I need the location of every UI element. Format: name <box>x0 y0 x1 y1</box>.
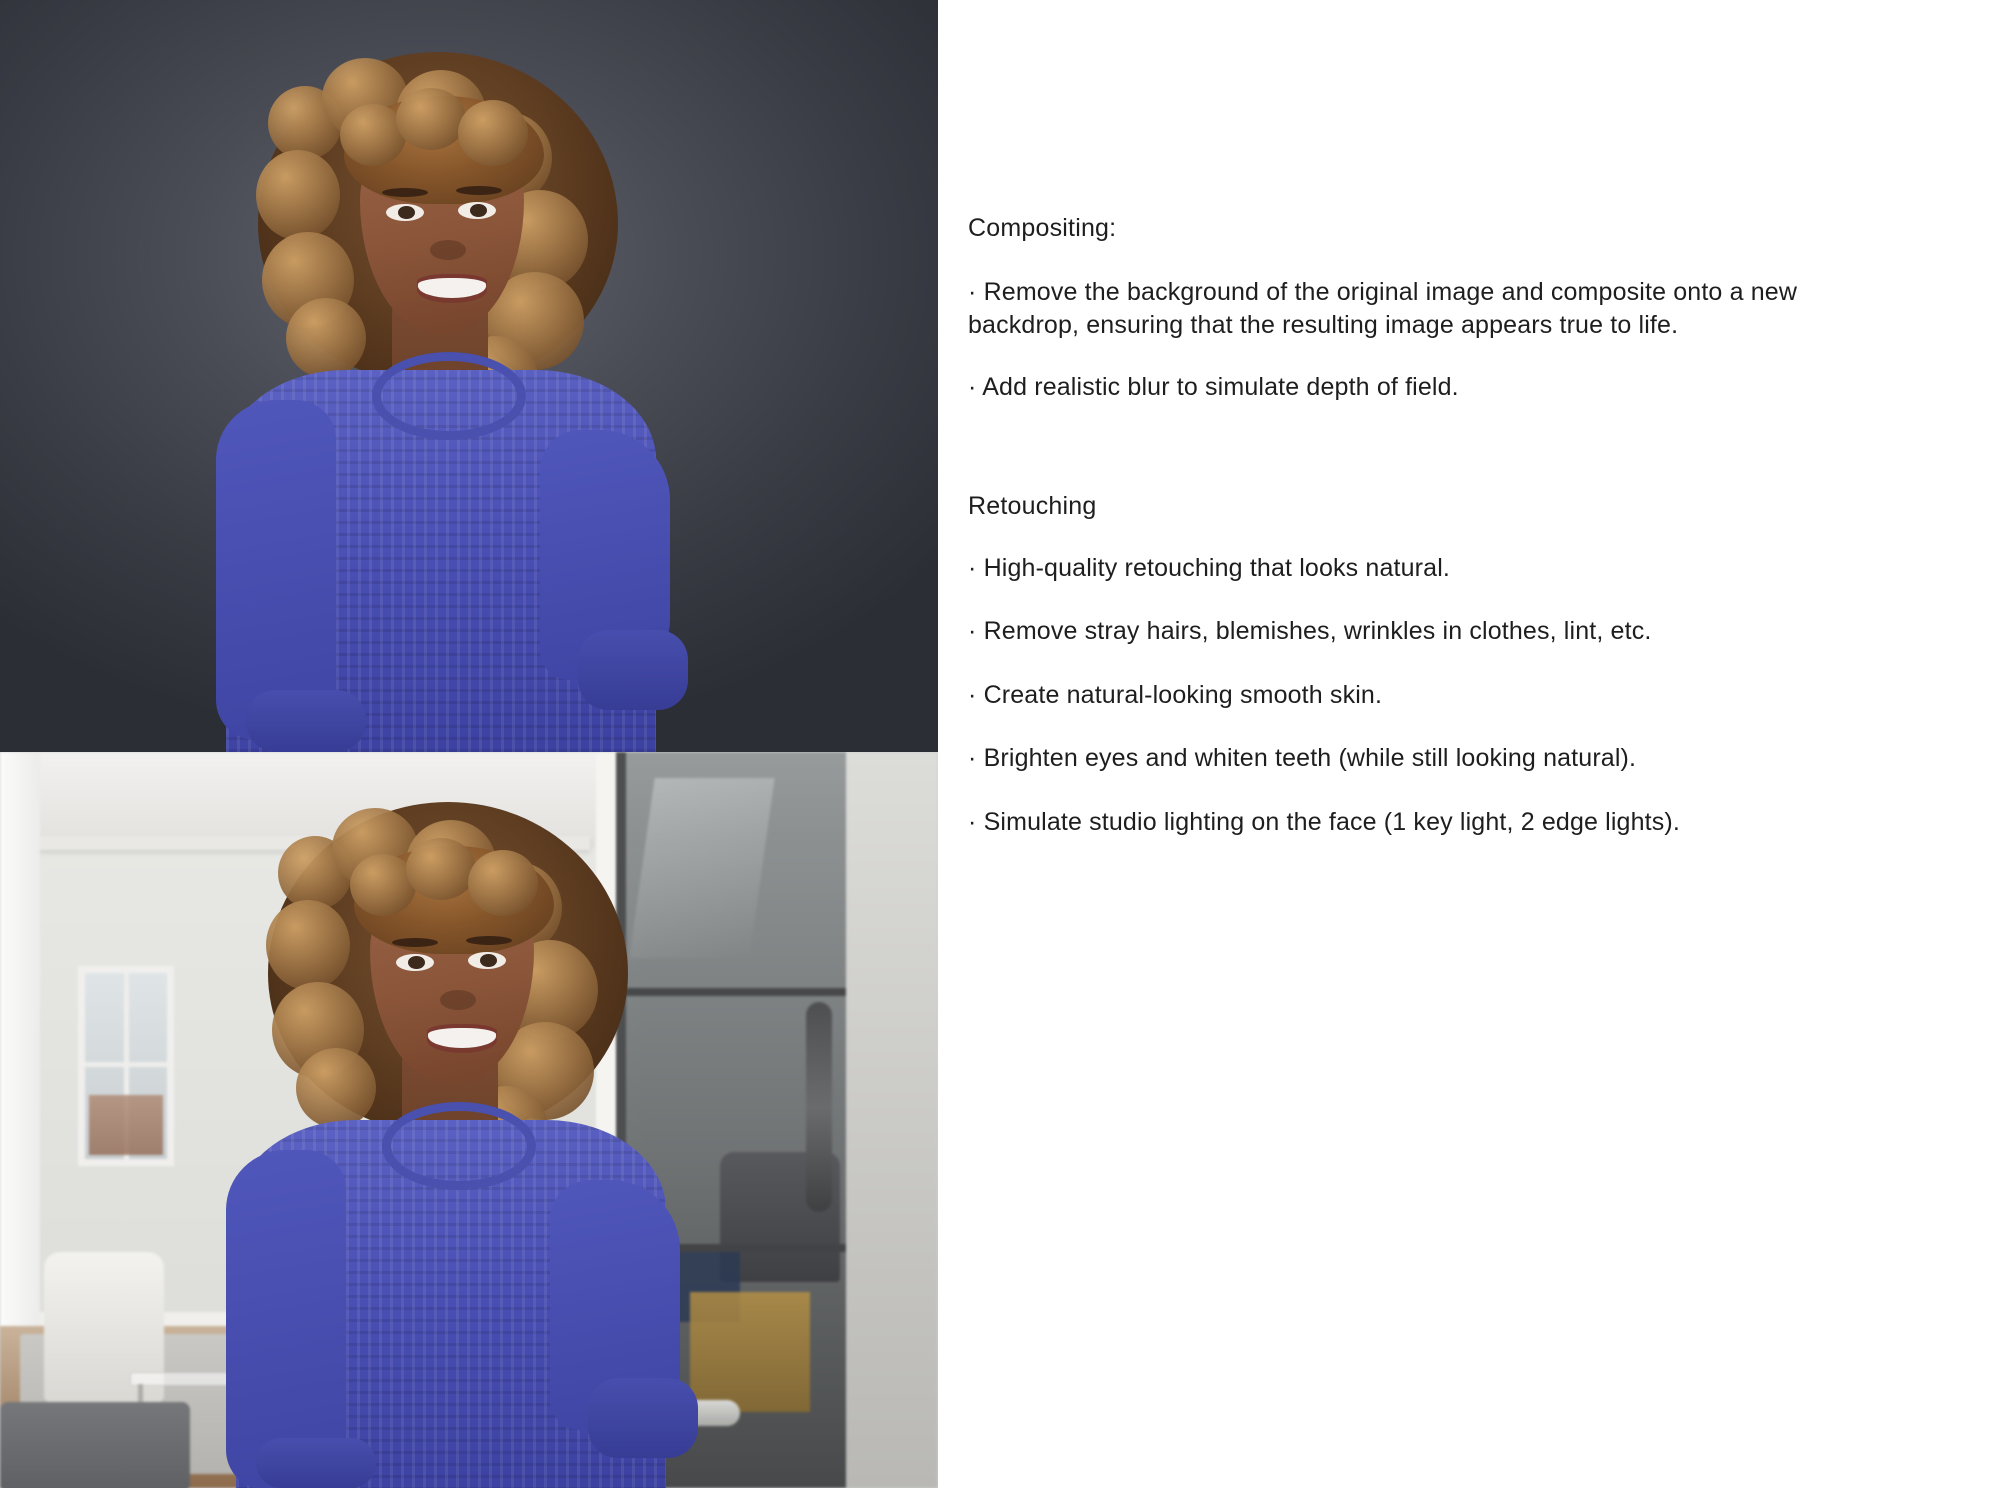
hair-curl <box>286 298 366 378</box>
retouching-bullet-2: · Remove stray hairs, blemishes, wrinkles in clothes, lint, etc. <box>968 617 1652 645</box>
eye-right <box>458 202 496 219</box>
hair-curl <box>468 850 538 916</box>
nose <box>440 990 476 1010</box>
eyebrow-right <box>466 936 512 945</box>
retouching-bullet-5: · Simulate studio lighting on the face (1 key light, 2 edge lights). <box>968 807 1680 836</box>
hair-curl <box>406 838 476 900</box>
portrait-subject-original <box>0 0 938 752</box>
hair-curl <box>458 100 528 166</box>
sweater-cuff-right <box>588 1378 698 1458</box>
section-heading-retouching: Retouching <box>968 492 1097 520</box>
compositing-bullet-1: · Remove the background of the original image and composite onto a new backdrop, ensuring that the resulting image appears true to life. <box>968 277 1798 339</box>
image-column <box>0 0 938 1488</box>
eyebrow-left <box>392 938 438 947</box>
sweater-cuff-left <box>246 690 366 752</box>
hair-curl <box>396 88 466 150</box>
eye-left <box>396 954 434 971</box>
section-heading-compositing: Compositing: <box>968 214 1117 242</box>
sweater-collar <box>372 352 526 440</box>
sweater-cuff-left <box>256 1438 376 1488</box>
portrait-subject-composited <box>0 752 938 1488</box>
original-portrait <box>0 0 938 752</box>
eyebrow-left <box>382 188 428 197</box>
arm-left <box>216 400 336 740</box>
retouching-bullet-1: · High-quality retouching that looks natural. <box>968 553 1451 582</box>
eye-left <box>386 204 424 221</box>
compositing-bullet-2: · Add realistic blur to simulate depth of field. <box>968 372 1459 401</box>
notes-list <box>968 210 1868 839</box>
nose <box>430 240 466 260</box>
eye-right <box>468 952 506 969</box>
hair-curl <box>266 900 350 990</box>
sweater-cuff-right <box>578 630 688 710</box>
retouching-bullet-4: · Brighten eyes and whiten teeth (while still looking natural). <box>968 744 1637 772</box>
hair-curl <box>256 150 340 240</box>
sweater-collar <box>382 1102 536 1190</box>
hair-curl <box>296 1048 376 1128</box>
eyebrow-right <box>456 186 502 195</box>
composited-portrait <box>0 752 938 1488</box>
retouching-bullet-3: · Create natural-looking smooth skin. <box>968 680 1383 709</box>
notes-column <box>938 0 2000 1488</box>
